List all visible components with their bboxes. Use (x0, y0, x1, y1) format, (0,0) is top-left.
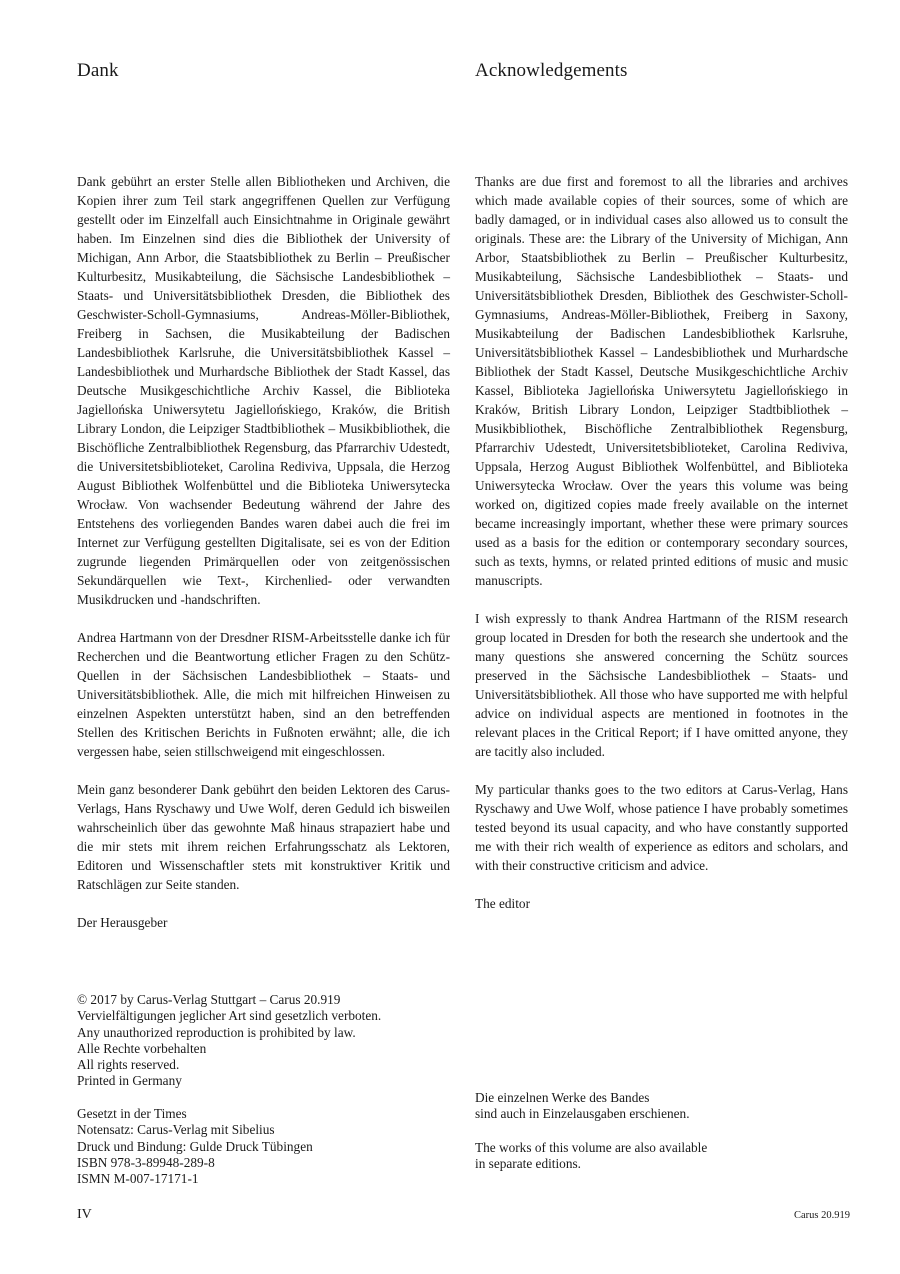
production-line: Notensatz: Carus-Verlag mit Sibelius (77, 1122, 275, 1138)
production-line: Druck und Bindung: Gulde Druck Tübingen (77, 1138, 313, 1154)
german-signature: Der Herausgeber (77, 915, 168, 930)
english-paragraph-libraries: Thanks are due first and foremost to all the libraries and archives which made available copies of their sources, some of which are badly damaged, or in individual cases also allowed us to consult the originals. These are: the Library of the University of Michigan, Ann Arbor, Staatsbibliothek zu Berlin – Preußischer Kulturbesitz, Musikabteilung, Sächsische Landesbibliothek – Staats- und Universitätsbibliothek Dresden, Bibliothek des Geschwister-Scholl-Gymnasiums, Andreas-Möller-Bibliothek, Freiberg in Saxony, Musikabteilung der Badischen Landesbibliothek Karlsruhe, Universitätsbibliothek Kassel – Landesbibliothek und Murhardsche Bibliothek der Stadt Kassel, Deutsche Musikgeschichtliche Archiv Kassel, Biblioteka Jagiellońska Uniwersytetu Jagiellońskiego in Kraków, British Library London, Leipziger Stadtbibliothek – Musikbibliothek, Bischöfliche Zentralbibliothek Regensburg, Pfarrarchiv Udestedt, Universitetsbiblioteket, Carolina Rediviva, Uppsala, Herzog August Bibliothek Wolfenbüttel, and Biblioteka Uniwersytecka Wrocław. Over the years this volume was being worked on, digitized copies made freely available on the internet became increasingly important, whether these were primary sources used as a basis for the edition or contemporary secondary sources, such as texts, hymns, or related printed editions of music and music manuscripts. (475, 174, 848, 588)
catalogue-number: Carus 20.919 (794, 1210, 850, 1221)
copyright-block (77, 992, 381, 1090)
editions-note-line: in separate editions. (475, 1156, 581, 1172)
editions-note-line: sind auch in Einzelausgaben erschienen. (475, 1106, 690, 1122)
german-paragraph-editors: Mein ganz besonderer Dank gebührt den beiden Lektoren des Carus-Verlags, Hans Ryschawy und Uwe Wolf, deren Geduld ich bisweilen wahrscheinlich über das gewohnte Maß hinaus strapaziert habe und die mir stets mit ihrem reichen Erfahrungsschatz als Lektoren, Editoren und Wissenschaftler stets mit konstruktiver Kritik und Ratschlägen zur Seite standen. (77, 782, 450, 892)
german-paragraph-libraries: Dank gebührt an erster Stelle allen Bibliotheken und Archiven, die Kopien ihrer zum Teil stark angegriffenen Quellen zur Verfügung gestellt oder im Einzelfall auch Einsichtnahme in Originale gewährt haben. Im Einzelnen sind dies die Bibliothek der University of Michigan, Ann Arbor, die Staatsbibliothek zu Berlin – Preußischer Kulturbesitz, Musikabteilung, die Sächsische Landesbibliothek – Staats- und Universitätsbibliothek Dresden, die Bibliothek des Geschwister-Scholl-Gymnasiums, Andreas-Möller-Bibliothek, Freiberg in Sachsen, die Musikabteilung der Badischen Landesbibliothek Karlsruhe, die Universitätsbibliothek Kassel – Landesbibliothek und Murhardsche Bibliothek der Stadt Kassel, das Deutsche Musikgeschichtliche Archiv Kassel, die Biblioteka Jagiellońska Uniwersytetu Jagiellońskiego, Kraków, die British Library London, die Leipziger Stadtbibliothek – Musikbibliothek, die Bischöfliche Zentralbibliothek Regensburg, das Pfarrarchiv Udestedt, die Universitetsbiblioteket, Carolina Rediviva, Uppsala, die Herzog August Bibliothek Wolfenbüttel und die Biblioteka Uniwersytecka Wrocław. Von wachsender Bedeutung während der Jahre des Entstehens des vorliegenden Bandes waren dabei auch die frei im Internet zur Verfügung gestellten Digitalisate, sei es von der Edition zugrunde liegenden Primärquellen oder von zeitgenössischen Sekundärquellen wie Text-, Kirchenlied- oder verwandten Musikdrucken und -handschriften. (77, 174, 450, 607)
german-paragraph-rism: Andrea Hartmann von der Dresdner RISM-Arbeitsstelle danke ich für Recherchen und die Beantwortung etlicher Fragen zu den Schütz-Quellen in der Sächsischen Landesbibliothek – Staats- und Universitätsbibliothek. Alle, die mich mit hilfreichen Hinweisen zu einzelnen Aspekten unterstützt haben, sind an den betreffenden Stellen des Kritischen Berichts in Fußnoten erwähnt; alle, die ich vergessen habe, seien stillschweigend mit eingeschlossen. (77, 630, 450, 759)
copyright-line: © 2017 by Carus-Verlag Stuttgart – Carus 20.919 (77, 992, 341, 1007)
copyright-line: Alle Rechte vorbehalten (77, 1040, 207, 1056)
english-signature: The editor (475, 896, 531, 911)
copyright-line: All rights reserved. (77, 1057, 180, 1073)
page-folio: IV (77, 1207, 92, 1222)
english-paragraph-rism: I wish expressly to thank Andrea Hartmann of the RISM research group located in Dresden for both the research she undertook and the many questions she answered concerning the Schütz sources preserved in the Sächsische Landesbibliothek – Staats- und Universitätsbibliothek. All those who have supported me with helpful advice on individual aspects are mentioned in footnotes in the relevant places in the Critical Report; if I have omitted anyone, they are tacitly also included. (475, 611, 848, 759)
english-paragraph-editors: My particular thanks goes to the two editors at Carus-Verlag, Hans Ryschawy and Uwe Wolf, whose patience I have probably sometimes tested beyond its usual capacity, and who have constantly supported me with their rich wealth of experience as editors and scholars, and with their constructive criticism and advice. (475, 782, 848, 873)
copyright-line: Printed in Germany (77, 1073, 182, 1089)
copyright-line: Any unauthorized reproduction is prohibited by law. (77, 1024, 356, 1040)
production-line: Gesetzt in der Times (77, 1106, 187, 1121)
german-column (77, 172, 450, 951)
german-heading: Dank (77, 60, 119, 81)
editions-note-line: The works of this volume are also available (475, 1140, 708, 1155)
editions-note-english (475, 1140, 707, 1173)
editions-note-line: Die einzelnen Werke des Bandes (475, 1090, 650, 1105)
ismn: ISMN M-007-17171-1 (77, 1171, 199, 1187)
editions-note-german (475, 1090, 690, 1123)
copyright-line: Vervielfältigungen jeglicher Art sind gesetzlich verboten. (77, 1008, 382, 1024)
isbn: ISBN 978-3-89948-289-8 (77, 1154, 215, 1170)
english-heading: Acknowledgements (475, 60, 628, 81)
production-block (77, 1106, 313, 1187)
english-column (475, 172, 848, 932)
